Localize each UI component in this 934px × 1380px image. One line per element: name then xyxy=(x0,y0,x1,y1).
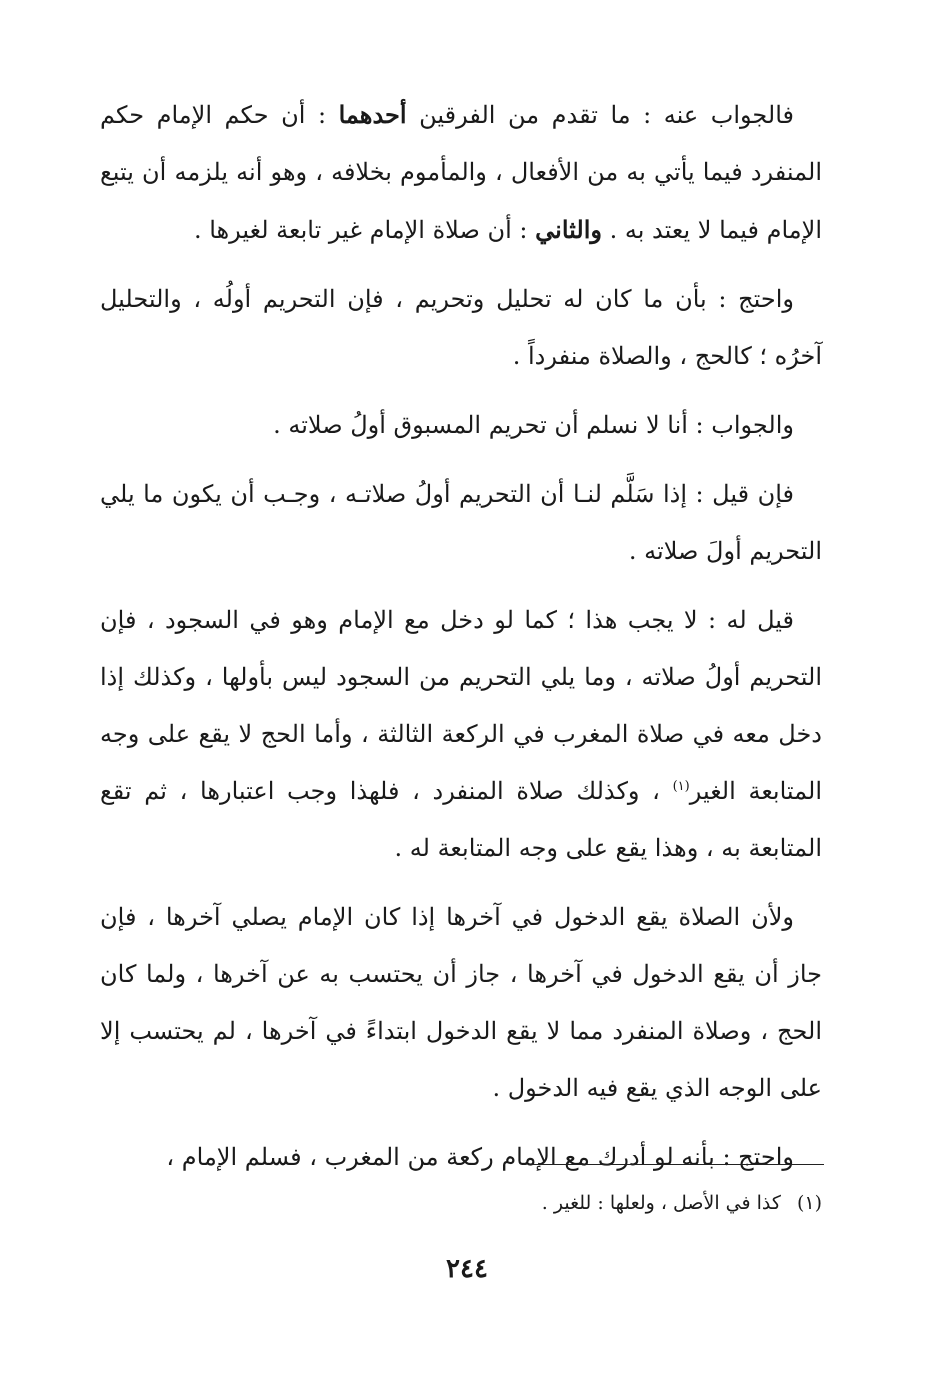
paragraph-text: ، وكذلك صلاة المنفرد ، فلهذا وجب اعتبارها ، ثم تقع المتابعة به ، وهذا يقع على وجه المتابعة له . xyxy=(100,777,822,862)
footnote-number: (١) xyxy=(796,1192,822,1214)
paragraph-response xyxy=(100,592,822,877)
paragraph-text: قيل له : لا يجب هذا ؛ كما لو دخل مع الإمام وهو في السجود ، فإن التحريم أولُ صلاته ، وما يلي التحريم من السجود ليس بأولها ، وكذلك إذا دخل معه في صلاة المغرب في الركعة الثالثة ، وأما الحج لا يقع على وجه المتابعة الغير xyxy=(100,606,822,805)
paragraph-objection: فإن قيل : إذا سَلَّم لنـا أن التحريم أولُ صلاتـه ، وجـب أن يكون ما يلي التحريم أولَ صلاته . xyxy=(100,480,822,565)
paragraph-answer xyxy=(100,86,822,259)
paragraph-text: فالجواب عنه : ما تقدم من الفرقين xyxy=(406,101,795,129)
footnote-divider xyxy=(528,1164,824,1165)
bold-term-second: والثاني xyxy=(535,215,602,244)
paragraph-text: : أن صلاة الإمام غير تابعة لغيرها . xyxy=(193,216,536,244)
main-text xyxy=(100,86,822,1198)
paragraph-argument-2: واحتج : بأنه لو أدرك مع الإمام ركعة من المغرب ، فسلم الإمام ، xyxy=(166,1143,794,1171)
footnote-text: كذا في الأصل ، ولعلها : للغير . xyxy=(541,1192,781,1214)
footnote-reference[interactable]: (١) xyxy=(672,779,690,794)
page-number: ٢٤٤ xyxy=(446,1254,488,1284)
bold-term-first: أحدهما xyxy=(338,100,407,129)
paragraph-reasoning: ولأن الصلاة يقع الدخول في آخرها إذا كان الإمام يصلي آخرها ، فإن جاز أن يقع الدخول في آخرها ، جاز أن يحتسب به عن آخرها ، ولما كان الحج ، وصلاة المنفرد مما لا يقع الدخول ابتداءً في آخرها ، لم يحتسب إلا على الوجه الذي يقع فيه الدخول . xyxy=(100,903,823,1102)
paragraph-reply: والجواب : أنا لا نسلم أن تحريم المسبوق أولُ صلاته . xyxy=(273,411,794,439)
footnote xyxy=(542,1188,822,1218)
paragraph-argument: واحتج : بأن ما كان له تحليل وتحريم ، فإن التحريم أولُه ، والتحليل آخرُه ؛ كالحج ، والصلاة منفرداً . xyxy=(100,285,822,370)
paragraph-text: : أن حكم الإمام حكم المنفرد فيما يأتي به من الأفعال ، والمأموم بخلافه ، وهو أنه يلزمه أن يتبع الإمام فيما لا يعتد به . xyxy=(100,101,822,244)
